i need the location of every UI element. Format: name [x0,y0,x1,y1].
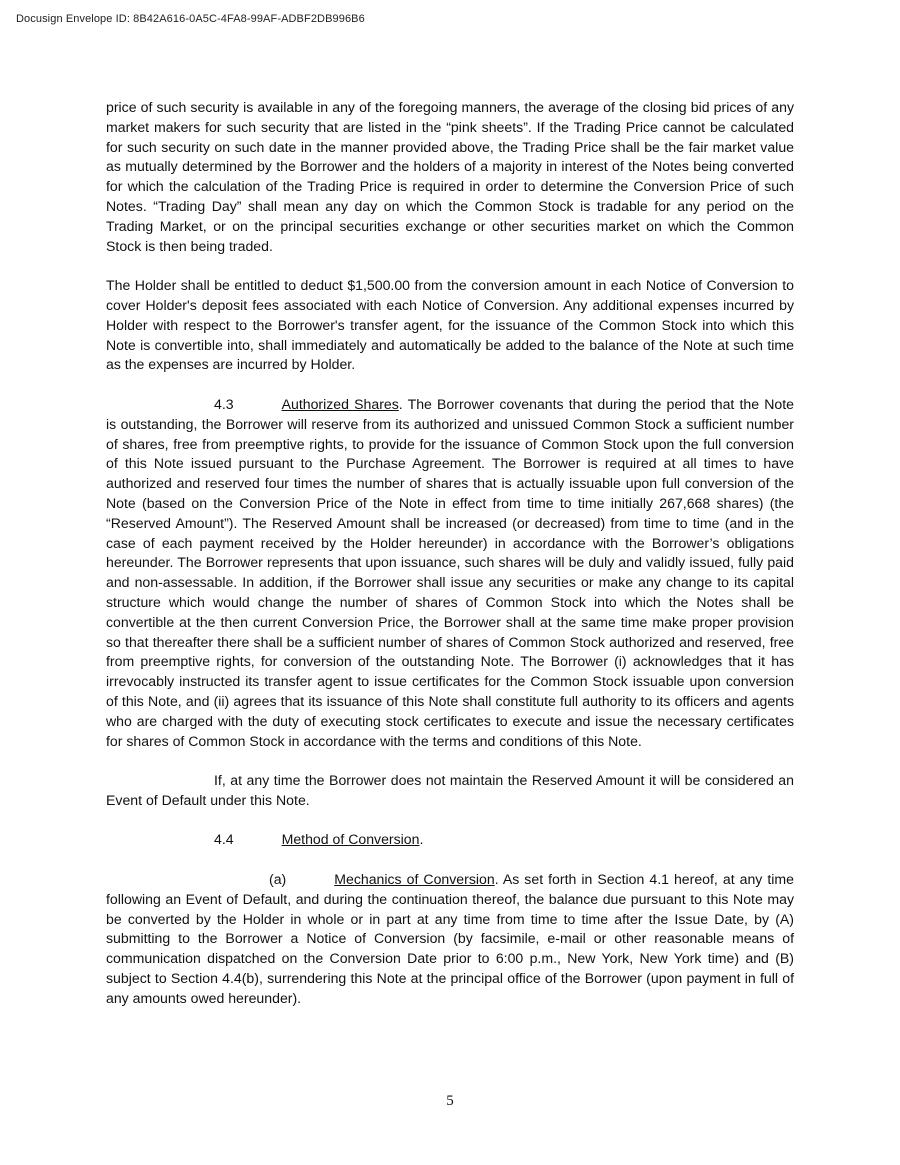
section-title-punct: . [419,831,424,848]
page-number: 5 [446,1093,454,1109]
subsection-title: Mechanics of Conversion [334,871,495,888]
document-body [106,98,794,1028]
subsection-text: . As set forth in Section 4.1 hereof, at any time following an Event of Default, and during the continuation thereof, the balance due pursuant to this Note may be converted by the Holder in whole or in part at any time from time to time after the Issue Date, by (A) submitting to the Borrower a Notice of Conversion (by facsimile, e-mail or other reasonable means of communication dispatched on the Conversion Date prior to 6:00 p.m., New York, New York time) and (B) subject to Section 4.4(b), surrendering this Note at the principal office of the Borrower (upon payment in full of any amounts owed hereunder). [106,871,794,1006]
paragraph-trading-price: price of such security is available in any of the foregoing manners, the average of the closing bid prices of any market makers for such security that are listed in the “pink sheets”. If the Trading Price cannot be calculated for such security on such date in the manner provided above, the Trading Price shall be the fair market value as mutually determined by the Borrower and the holders of a majority in interest of the Notes being converted for which the calculation of the Trading Price is required in order to determine the Conversion Price of such Notes. “Trading Day” shall mean any day on which the Common Stock is tradable for any period on the Trading Market, or on the principal securities exchange or other securities market on which the Common Stock is then being traded. [106,99,794,254]
paragraph-reserved-amount-default [106,771,794,811]
section-4-4 [106,830,794,850]
docusign-envelope-id: Docusign Envelope ID: 8B42A616-0A5C-4FA8-99AF-ADBF2DB996B6 [16,13,365,25]
section-number: 4.3 [214,395,234,412]
paragraph-deposit-fees: The Holder shall be entitled to deduct $1,500.00 from the conversion amount in each Notice of Conversion to cover Holder's deposit fees associated with each Notice of Conversion. Any additional expenses incurred by Holder with respect to the Borrower's transfer agent, for the issuance of the Common Stock into which this Note is convertible into, shall immediately and automatically be added to the balance of the Note at such time as the expenses are incurred by Holder. [106,277,794,373]
subsection-4-4-a [106,870,794,1009]
section-title: Method of Conversion [281,831,420,848]
paragraph-text: If, at any time the Borrower does not maintain the Reserved Amount it will be considered an Event of Default under this Note. [106,772,794,808]
section-number: 4.4 [214,831,234,848]
subsection-label: (a) [269,871,287,888]
section-title: Authorized Shares [281,395,399,412]
section-4-3 [106,395,794,751]
section-text: . The Borrower covenants that during the period that the Note is outstanding, the Borrower will reserve from its authorized and unissued Common Stock a sufficient number of shares, free from preemptive rights, to provide for the issuance of Common Stock upon the full conversion of this Note issued pursuant to the Purchase Agreement. The Borrower is required at all times to have authorized and reserved four times the number of shares that is actually issuable upon full conversion of the Note (based on the Conversion Price of the Note in effect from time to time initially 267,668 shares) (the “Reserved Amount”). The Reserved Amount shall be increased (or decreased) from time to time (and in the case of each payment received by the Holder hereunder) in accordance with the Borrower’s obligations hereunder. The Borrower represents that upon issuance, such shares will be duly and validly issued, fully paid and non-assessable. In addition, if the Borrower shall issue any securities or make any change to its capital structure which would change the number of shares of Common Stock into which the Notes shall be convertible at the then current Conversion Price, the Borrower shall at the same time make proper provision so that thereafter there shall be a sufficient number of shares of Common Stock authorized and reserved, free from preemptive rights, for conversion of the outstanding Note. The Borrower (i) acknowledges that it has irrevocably instructed its transfer agent to issue certificates for the Common Stock issuable upon conversion of this Note, and (ii) agrees that its issuance of this Note shall constitute full authority to its officers and agents who are charged with the duty of executing stock certificates to execute and issue the necessary certificates for shares of Common Stock in accordance with the terms and conditions of this Note. [106,395,794,749]
